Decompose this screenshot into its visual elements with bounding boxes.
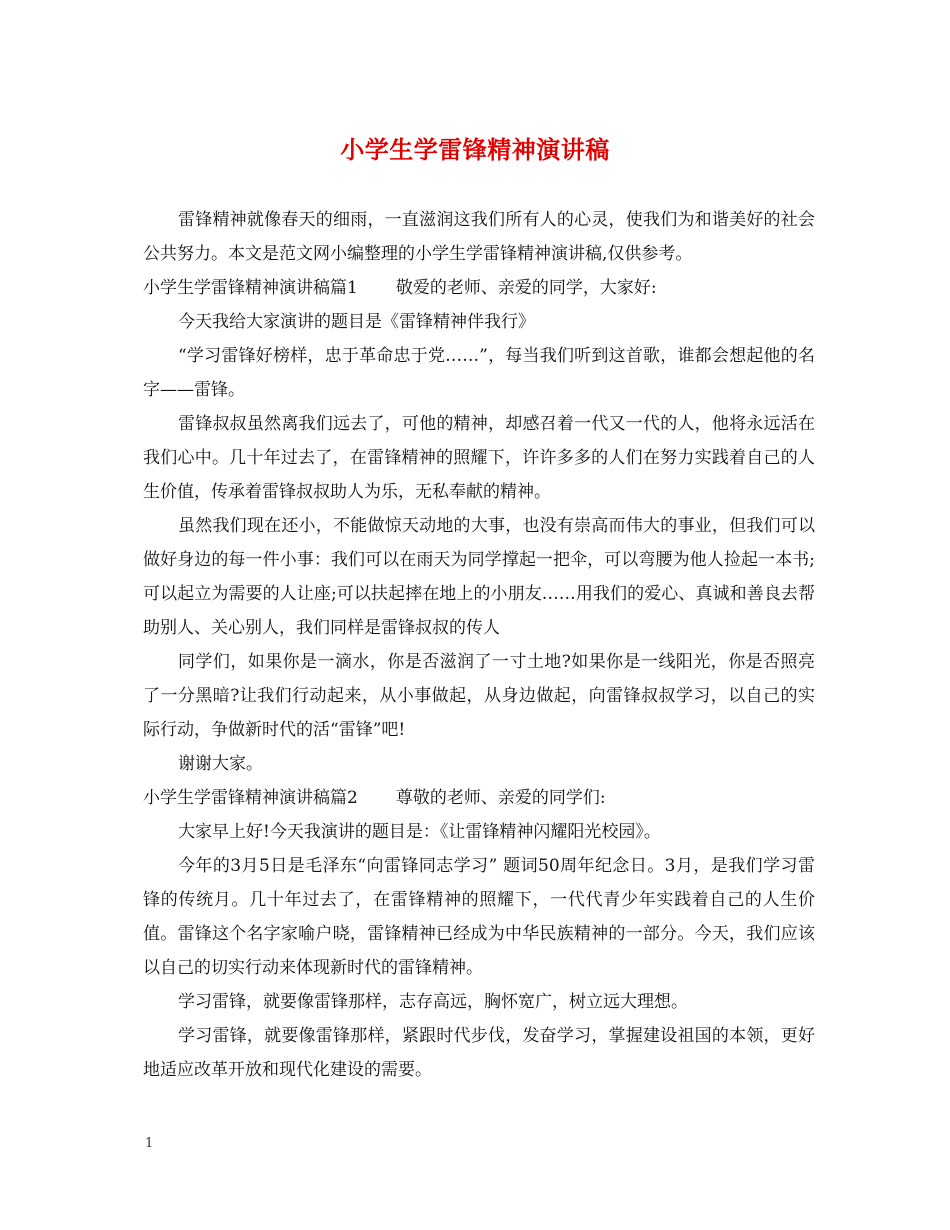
- section-1-heading-line: [143, 271, 815, 305]
- section-2-greeting: 尊敬的老师、亲爱的同学们:: [395, 788, 606, 808]
- paragraph-ideals: 学习雷锋，就要像雷锋那样，志存高远，胸怀宽广，树立远大理想。: [178, 992, 688, 1012]
- paragraph-thanks: 谢谢大家。: [178, 754, 263, 774]
- section-2-heading: 小学生学雷锋精神演讲稿篇2: [143, 788, 358, 808]
- paragraph-morning: 大家早上好!今天我演讲的题目是：《让雷锋精神闪耀阳光校园》。: [178, 822, 661, 842]
- section-1-greeting: 敬爱的老师、亲爱的同学，大家好:: [395, 278, 657, 298]
- paragraph-spirit: 雷锋叔叔虽然离我们远去了，可他的精神，却感召着一代又一代的人，他将永远活在我们心中。几十年过去了，在雷锋精神的照耀下，许许多多的人们在努力实践着自己的人生价值，传承着雷锋叔叔助人为乐，无私奉献的精神。: [143, 414, 815, 502]
- paragraph-small-things: 虽然我们现在还小，不能做惊天动地的大事，也没有崇高而伟大的事业，但我们可以做好身边的每一件小事：我们可以在雨天为同学撑起一把伞，可以弯腰为他人捡起一本书;可以起立为需要的人让座;可以扶起摔在地上的小朋友……用我们的爱心、真诚和善良去帮助别人、关心别人，我们同样是雷锋叔叔的传人: [143, 516, 815, 638]
- document-body: [143, 203, 815, 1087]
- page-number: 1: [145, 1136, 154, 1151]
- section-2-heading-line: [143, 781, 815, 815]
- paragraph-song: “学习雷锋好榜样，忠于革命忠于党……”，每当我们听到这首歌，谁都会想起他的名字——雷锋。: [143, 346, 815, 400]
- paragraph-anniversary: 今年的3月5日是毛泽东“向雷锋同志学习” 题词50周年纪念日。3月，是我们学习雷锋的传统月。几十年过去了，在雷锋精神的照耀下，一代代青少年实践着自己的人生价值。雷锋这个名字家喻户晓，雷锋精神已经成为中华民族精神的一部分。今天，我们应该以自己的切实行动来体现新时代的雷锋精神。: [143, 856, 815, 978]
- section-1-heading: 小学生学雷锋精神演讲稿篇1: [143, 278, 358, 298]
- intro-paragraph: 雷锋精神就像春天的细雨，一直滋润这我们所有人的心灵，使我们为和谐美好的社会公共努力。本文是范文网小编整理的小学生学雷锋精神演讲稿,仅供参考。: [143, 210, 815, 264]
- paragraph-topic: 今天我给大家演讲的题目是《雷锋精神伴我行》: [178, 312, 535, 332]
- paragraph-call-to-action: 同学们，如果你是一滴水，你是否滋润了一寸土地?如果你是一线阳光，你是否照亮了一分黑暗?让我们行动起来，从小事做起，从身边做起，向雷锋叔叔学习，以自己的实际行动，争做新时代的活“雷锋”吧!: [143, 652, 815, 740]
- paragraph-study: 学习雷锋，就要像雷锋那样，紧跟时代步伐，发奋学习，掌握建设祖国的本领，更好地适应改革开放和现代化建设的需要。: [143, 1026, 815, 1080]
- document-title: 小学生学雷锋精神演讲稿: [340, 136, 610, 164]
